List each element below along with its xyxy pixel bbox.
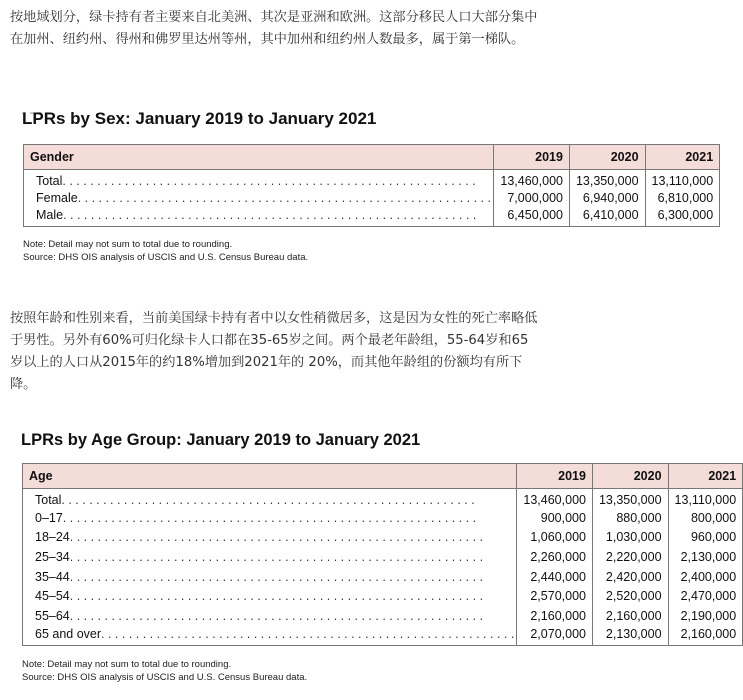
table-header-row bbox=[24, 145, 720, 170]
value-cell: 2,260,000 bbox=[517, 547, 593, 567]
row-label: 18–24 bbox=[35, 530, 70, 545]
table-row bbox=[24, 208, 720, 227]
table-row bbox=[23, 626, 743, 646]
row-label-cell bbox=[23, 586, 517, 606]
column-header: 2020 bbox=[592, 464, 668, 489]
value-cell: 2,570,000 bbox=[517, 586, 593, 606]
value-cell: 2,520,000 bbox=[592, 586, 668, 606]
leader-dots: . . . . . . . . . . . . . . . . . . . . . . . . . . . . . . . . . . . . . . . . . . . . . . . . . . . . . . . . . . . . bbox=[69, 589, 484, 604]
table-header-row bbox=[23, 464, 743, 489]
value-cell: 2,070,000 bbox=[517, 626, 593, 646]
leader-dots: . . . . . . . . . . . . . . . . . . . . . . . . . . . . . . . . . . . . . . . . . . . . . . . . . . . . . . . . . . . . bbox=[69, 569, 484, 584]
value-cell: 2,130,000 bbox=[668, 547, 743, 567]
value-cell: 13,350,000 bbox=[569, 170, 645, 189]
age-table-note: Note: Detail may not sum to total due to rounding. bbox=[22, 659, 232, 670]
value-cell: 6,810,000 bbox=[645, 189, 720, 208]
row-label-cell bbox=[23, 606, 517, 626]
row-label: Total bbox=[36, 173, 63, 188]
row-label-cell bbox=[23, 508, 517, 528]
row-label: Female bbox=[36, 191, 78, 205]
value-cell: 2,190,000 bbox=[668, 606, 743, 626]
leader-dots: . . . . . . . . . . . . . . . . . . . . . . . . . . . . . . . . . . . . . . . . . . . . . . . . . . . . . . . . . . . . bbox=[61, 493, 475, 508]
row-label: 65 and over bbox=[35, 626, 102, 641]
value-cell: 2,160,000 bbox=[592, 606, 668, 626]
value-cell: 2,470,000 bbox=[668, 586, 743, 606]
row-label: 45–54 bbox=[35, 589, 70, 604]
middle-paragraph: 按照年龄和性别来看，当前美国绿卡持有者中以女性稍微居多，这是因为女性的死亡率略低于男性。另外有60%可归化绿卡人口都在35-65岁之间。两个最老年龄组，55-64岁和65岁以上的人口从2015年的约18%增加到2021年的 20%，而其他年龄组的份额均有所下降。 bbox=[10, 311, 538, 392]
value-cell: 880,000 bbox=[592, 508, 668, 528]
row-label: 0–17 bbox=[35, 510, 63, 525]
value-cell: 13,460,000 bbox=[494, 170, 570, 189]
value-cell: 2,420,000 bbox=[592, 567, 668, 587]
row-label-cell bbox=[24, 189, 494, 208]
row-label-cell bbox=[23, 528, 517, 548]
value-cell: 2,400,000 bbox=[668, 567, 743, 587]
row-label: 55–64 bbox=[35, 608, 70, 623]
value-cell: 2,220,000 bbox=[592, 547, 668, 567]
column-header: 2021 bbox=[668, 464, 743, 489]
value-cell: 1,030,000 bbox=[592, 528, 668, 548]
leader-dots: . . . . . . . . . . . . . . . . . . . . . . . . . . . . . . . . . . . . . . . . . . . . . . . . . . . . . . . . . . . . bbox=[69, 530, 484, 545]
table-row bbox=[24, 170, 720, 189]
column-header: Gender bbox=[24, 145, 494, 170]
leader-dots: . . . . . . . . . . . . . . . . . . . . . . . . . . . . . . . . . . . . . . . . . . . . . . . . . . . . . . . . . . . . bbox=[69, 550, 484, 565]
table-body bbox=[23, 489, 743, 646]
row-label-cell bbox=[23, 489, 517, 509]
row-label-cell bbox=[23, 567, 517, 587]
sex-table-note: Note: Detail may not sum to total due to rounding. bbox=[23, 239, 233, 250]
decorative-marks bbox=[22, 99, 62, 103]
table-body bbox=[24, 170, 720, 227]
leader-dots: . . . . . . . . . . . . . . . . . . . . . . . . . . . . . . . . . . . . . . . . . . . . . . . . . . . . . . . . . . . . bbox=[63, 208, 477, 223]
table-row bbox=[24, 189, 720, 208]
value-cell: 13,460,000 bbox=[517, 489, 593, 509]
row-label-cell bbox=[24, 170, 494, 189]
intro-paragraph: 按地域划分，绿卡持有者主要来自北美洲、其次是亚洲和欧洲。这部分移民人口大部分集中在加州、纽约州、得州和佛罗里达州等州，其中加州和纽约州人数最多，属于第一梯队。 bbox=[10, 10, 538, 47]
column-header: 2019 bbox=[517, 464, 593, 489]
leader-dots: . . . . . . . . . . . . . . . . . . . . . . . . . . . . . . . . . . . . . . . . . . . . . . . . . . . . . . . . . . . . bbox=[77, 191, 491, 205]
table-row bbox=[23, 567, 743, 587]
row-label-cell bbox=[24, 208, 494, 227]
value-cell: 6,940,000 bbox=[569, 189, 645, 208]
sex-table bbox=[23, 144, 720, 227]
value-cell: 900,000 bbox=[517, 508, 593, 528]
table-row bbox=[23, 606, 743, 626]
leader-dots: . . . . . . . . . . . . . . . . . . . . . . . . . . . . . . . . . . . . . . . . . . . . . . . . . . . . . . . . . . . . bbox=[101, 626, 515, 641]
table-row bbox=[23, 508, 743, 528]
age-table-title: LPRs by Age Group: January 2019 to January 2021 bbox=[21, 431, 421, 449]
table-row bbox=[23, 528, 743, 548]
value-cell: 6,300,000 bbox=[645, 208, 720, 227]
column-header: Age bbox=[23, 464, 517, 489]
age-table-source: Source: DHS OIS analysis of USCIS and U.S. Census Bureau data. bbox=[22, 672, 308, 683]
leader-dots: . . . . . . . . . . . . . . . . . . . . . . . . . . . . . . . . . . . . . . . . . . . . . . . . . . . . . . . . . . . . bbox=[62, 173, 476, 188]
row-label-cell bbox=[23, 547, 517, 567]
age-table bbox=[22, 463, 743, 646]
value-cell: 6,450,000 bbox=[494, 208, 570, 227]
column-header: 2019 bbox=[494, 145, 570, 170]
column-header: 2020 bbox=[569, 145, 645, 170]
sex-table-title: LPRs by Sex: January 2019 to January 2021 bbox=[22, 109, 377, 128]
leader-dots: . . . . . . . . . . . . . . . . . . . . . . . . . . . . . . . . . . . . . . . . . . . . . . . . . . . . . . . . . . . . bbox=[62, 510, 477, 525]
value-cell: 800,000 bbox=[668, 508, 743, 528]
sex-table-source: Source: DHS OIS analysis of USCIS and U.S. Census Bureau data. bbox=[23, 252, 309, 263]
row-label-cell bbox=[23, 626, 517, 646]
row-label: 35–44 bbox=[35, 569, 70, 584]
value-cell: 2,440,000 bbox=[517, 567, 593, 587]
row-label: Male bbox=[36, 208, 64, 223]
leader-dots: . . . . . . . . . . . . . . . . . . . . . . . . . . . . . . . . . . . . . . . . . . . . . . . . . . . . . . . . . . . . bbox=[69, 608, 484, 623]
value-cell: 13,110,000 bbox=[645, 170, 720, 189]
value-cell: 1,060,000 bbox=[517, 528, 593, 548]
value-cell: 960,000 bbox=[668, 528, 743, 548]
value-cell: 2,160,000 bbox=[517, 606, 593, 626]
value-cell: 2,160,000 bbox=[668, 626, 743, 646]
table-row bbox=[23, 547, 743, 567]
value-cell: 13,110,000 bbox=[668, 489, 743, 509]
column-header: 2021 bbox=[645, 145, 720, 170]
row-label: Total bbox=[35, 493, 62, 508]
value-cell: 6,410,000 bbox=[569, 208, 645, 227]
value-cell: 7,000,000 bbox=[494, 189, 570, 208]
value-cell: 13,350,000 bbox=[592, 489, 668, 509]
value-cell: 2,130,000 bbox=[592, 626, 668, 646]
table-row bbox=[23, 586, 743, 606]
row-label: 25–34 bbox=[35, 550, 70, 565]
table-row bbox=[23, 489, 743, 509]
